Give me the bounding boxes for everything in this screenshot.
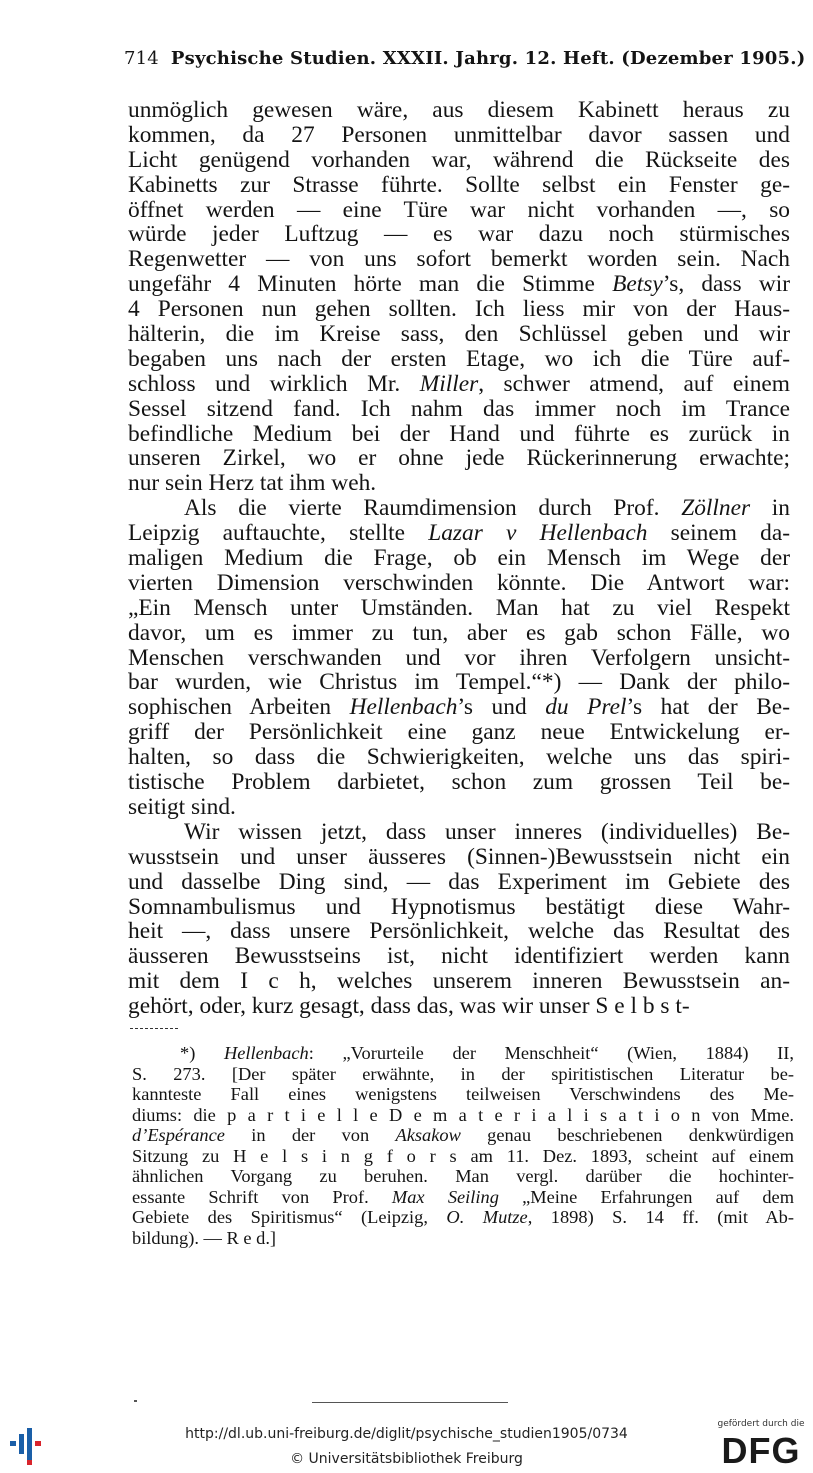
text-line: vierten Dimension verschwinden könnte. Die Antwort war: (128, 569, 790, 596)
text-run: : „Vorurteile der Menschheit“ (Wien, 1884) II, (308, 1043, 794, 1063)
text-line: „Ein Mensch unter Umständen. Man hat zu viel Respekt (128, 594, 790, 621)
text-line: halten, so dass die Schwierigkeiten, welche uns das spiri- (128, 744, 790, 771)
text-line: Kabinetts zur Strasse führte. Sollte selbst ein Fenster ge- (128, 171, 790, 198)
bottom-rule (312, 1402, 508, 1403)
emphasized-name: Lazar v Hellenbach (428, 520, 648, 547)
text-line: öffnet werden — eine Türe war nicht vorhanden —, so (128, 196, 790, 223)
text-line: griff der Persönlichkeit eine ganz neue Entwickelung er- (128, 719, 790, 746)
text-line: Wir wissen jetzt, dass unser inneres (individuelles) Be- (184, 818, 790, 845)
library-footer (0, 1414, 813, 1473)
emphasized-name: Miller (419, 370, 479, 397)
emphasized-name: Hellenbach (349, 694, 458, 721)
text-run: Als die vierte Raumdimension durch Prof. (184, 495, 682, 522)
emphasized-name: Max Seiling (391, 1186, 499, 1207)
text-line: Regenwetter — von uns sofort bemerkt worden sein. Nach (128, 246, 790, 273)
source-url-link[interactable]: http://dl.ub.uni-freiburg.de/diglit/psychische_studien1905/0734 (185, 1426, 628, 1442)
text-line: Menschen verschwanden und vor ihren Verfolgern unsicht- (128, 644, 790, 671)
body-text (128, 98, 790, 1019)
text-run: ’s, dass wir (662, 271, 790, 298)
text-run: schloss und wirklich Mr. (128, 370, 420, 397)
journal-title: Psychische Studien. XXXII. Jahrg. 12. Heft. (Dezember 1905.) (170, 48, 806, 69)
emphasized-name: d’Espérance (132, 1125, 225, 1145)
text-line: Sessel sitzend fand. Ich nahm das immer noch im Trance (128, 395, 790, 422)
footnote-line: diums: die p a r t i e l l e D e m a t e r i a l i s a t i o n von Mme. (132, 1104, 794, 1125)
text-run: seinem da- (647, 520, 791, 547)
text-run: sophischen Arbeiten (128, 694, 350, 721)
text-line: mit dem I c h, welches unserem inneren Bewusstsein an- (128, 968, 790, 995)
emphasized-name: Aksakow (395, 1125, 461, 1145)
emphasized-name: Hellenbach (223, 1043, 309, 1063)
text-line (128, 496, 790, 521)
text-line: tistische Problem darbietet, schon zum grossen Teil be- (128, 769, 790, 796)
footnote-line (132, 1187, 794, 1208)
footnote-line: Sitzung zu H e l s i n g f o r s am 11. Dez. 1893, scheint auf einem (132, 1145, 794, 1166)
text-line (128, 695, 790, 720)
dfg-logo-icon (718, 1432, 804, 1466)
text-line: heit —, dass unsere Persönlichkeit, welche das Resultat des (128, 918, 790, 945)
text-line: befindliche Medium bei der Hand und führte es zurück in (128, 420, 790, 447)
text-line: Somnambulismus und Hypnotismus bestätigt diese Wahr- (128, 893, 790, 920)
text-line (128, 521, 790, 546)
text-line: und dasselbe Ding sind, — das Experiment im Gebiete des (128, 868, 790, 895)
text-line: seitigt sind. (128, 793, 236, 820)
text-line: unseren Zirkel, wo er ohne jede Rückerinnerung erwachte; (128, 445, 790, 472)
text-run: in der von (224, 1125, 396, 1145)
text-line: nur sein Herz tat ihm weh. (128, 470, 377, 497)
footnote-line (132, 1125, 794, 1146)
text-run: ’s und (457, 694, 546, 721)
text-run: essante Schrift von Prof. (132, 1186, 392, 1207)
dfg-block (716, 1419, 806, 1469)
text-line: hälterin, die im Kreise sass, den Schlüssel geben und wir (128, 321, 790, 348)
text-line: begaben uns nach der ersten Etage, wo ich die Türe auf- (128, 345, 790, 372)
emphasized-name: du Prel (545, 694, 627, 721)
footnote-separator (130, 1028, 178, 1029)
text-line: würde jeder Luftzug — es war dazu noch stürmisches (128, 221, 790, 248)
text-run: genau beschriebenen denkwürdigen (460, 1125, 794, 1145)
footnote-line: bildung). — R e d.] (132, 1227, 277, 1248)
emphasized-name: Zöllner (681, 495, 751, 522)
text-line: unmöglich gewesen wäre, aus diesem Kabinett heraus zu (128, 97, 790, 123)
emphasized-name: Betsy (612, 271, 663, 298)
copyright-text: © Universitätsbibliothek Freiburg (290, 1451, 523, 1467)
text-line: davor, um es immer zu tun, aber es gab schon Fälle, wo (128, 619, 790, 646)
text-run: , schwer atmend, auf einem (478, 370, 790, 397)
text-run: *) (180, 1043, 224, 1063)
footnote-line (132, 1043, 794, 1064)
text-line: maligen Medium die Frage, ob ein Mensch im Wege der (128, 545, 790, 572)
text-run: ’s hat der Be- (626, 694, 790, 721)
text-line: bar wurden, wie Christus im Tempel.“*) — Dank der philo- (128, 669, 790, 696)
page-number: 714 (124, 48, 159, 69)
footnote-line: S. 273. [Der später erwähnte, in der spiritistischen Literatur be- (132, 1063, 794, 1084)
text-line (128, 372, 790, 397)
emphasized-name: O. Mutze (446, 1207, 528, 1227)
text-line: äusseren Bewusstseins ist, nicht identifiziert werden kann (128, 943, 790, 970)
footnote (132, 1043, 794, 1248)
running-header (124, 48, 806, 69)
text-run: in (750, 495, 790, 522)
text-run: Gebiete des Spiritismus“ (Leipzig, (132, 1207, 447, 1227)
text-line: Licht genügend vorhanden war, während die Rückseite des (128, 146, 790, 173)
dfg-caption: gefördert durch die (717, 1419, 805, 1429)
text-run: „Meine Erfahrungen auf dem (498, 1186, 795, 1207)
text-run: Leipzig auftauchte, stellte (128, 520, 429, 547)
text-run: ungefähr 4 Minuten hörte man die Stimme (128, 271, 613, 298)
footnote-line (132, 1207, 794, 1228)
text-line: gehört, oder, kurz gesagt, dass das, was wir unser S e l b s t- (128, 993, 690, 1020)
text-line (128, 272, 790, 297)
dfg-logo-text: DFG (721, 1432, 801, 1466)
text-line: 4 Personen nun gehen sollten. Ich liess mir von der Haus- (128, 296, 790, 323)
footnote-line: ähnlichen Vorgang zu beruhen. Man vergl. darüber die hochinter- (132, 1166, 794, 1186)
text-run: , 1898) S. 14 ff. (mit Ab- (527, 1207, 794, 1227)
text-line: wusstsein und unser äusseres (Sinnen-)Bewusstsein nicht ein (128, 843, 790, 870)
footnote-line: kannteste Fall eines wenigstens teilweisen Verschwindens des Me- (132, 1084, 794, 1104)
text-line: kommen, da 27 Personen unmittelbar davor sassen und (128, 121, 790, 148)
scan-mark (134, 1400, 137, 1402)
